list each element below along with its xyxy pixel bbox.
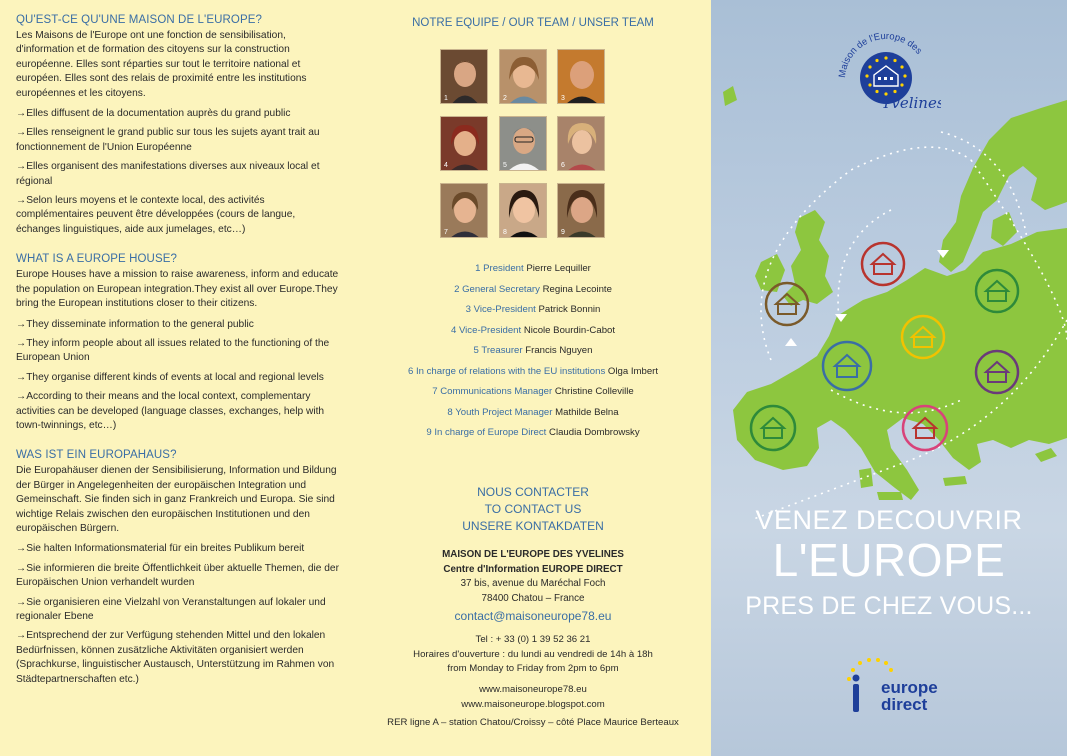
- team-photo-8: 8: [499, 183, 547, 238]
- cover-line-3: PRES DE CHEZ VOUS...: [745, 592, 1033, 620]
- intro-de: Die Europahäuser dienen der Sensibilisierung, Information und Bildung der Bürger in Angelegenheiten der europäischen Integration und Gemeinschaft. Sie finden sich in ganz Frankreich und Europa. Sie sind wichtige Relais zwischen den europäischen Institutionen und den europäischen Bürgern.: [16, 465, 337, 534]
- svg-text:Maison de l'Europe des: Maison de l'Europe des: [836, 30, 925, 79]
- house-circle-icon: [902, 316, 944, 358]
- bullet-fr-3: →Elles organisent des manifestations diverses aux niveaux local et régional: [16, 161, 320, 187]
- address-line-1: 37 bis, avenue du Maréchal Foch: [460, 578, 606, 589]
- bullet-de-4: →Entsprechend der zur Verfügung stehenden Mittel und den lokalen Bedürfnissen, können zusätzliche Aktivitäten organisiert werden (Sprachkurse, linguistischer Austausch, Unterstützung im Rahmen von Städtepartnerschaften etc.): [16, 630, 335, 685]
- team-photo-6: 6: [557, 116, 605, 171]
- bullet-de-3: →Sie organisieren eine Vielzahl von Veranstaltungen auf lokaler und regionaler Ebene: [16, 596, 326, 622]
- bullet-de-1: →Sie halten Informationsmaterial für ein breites Publikum bereit: [16, 543, 305, 555]
- contact-heading-fr: NOUS CONTACTER: [477, 485, 589, 499]
- team-contact-panel: [355, 0, 711, 756]
- hours-fr: Horaires d'ouverture : du lundi au vendredi de 14h à 18h: [413, 648, 653, 660]
- address-line-2: 78400 Chatou – France: [481, 592, 585, 604]
- house-circle-icon: [903, 406, 947, 450]
- house-circle-icon: [862, 243, 904, 285]
- phone-number: Tel : + 33 (0) 1 39 52 36 21: [475, 634, 591, 645]
- team-photo-3: 3: [557, 49, 605, 104]
- team-member: 3 Vice-President Patrick Bonnin: [465, 304, 601, 315]
- org-name: MAISON DE L'EUROPE DES YVELINES: [442, 549, 624, 560]
- website-link-2[interactable]: www.maisoneurope.blogspot.com: [461, 698, 605, 710]
- hours-en: from Monday to Friday from 2pm to 6pm: [447, 663, 619, 674]
- bullet-de-2: →Sie informieren die breite Öffentlichkeit über aktuelle Themen, die der Europäischen Union verhandelt wurden: [16, 562, 339, 589]
- contact-heading-de: UNSERE KONTAKDATEN: [462, 519, 604, 533]
- team-photo-1: 1: [440, 49, 488, 104]
- cover-line-1: VENEZ DECOUVRIR: [755, 505, 1023, 535]
- svg-text:Yvelines: Yvelines: [881, 94, 941, 110]
- team-member: 7 Communications Manager Christine Colleville: [432, 386, 634, 397]
- team-roles-list: [355, 259, 711, 444]
- section-title-en: WHAT IS A EUROPE HOUSE?: [16, 253, 177, 266]
- bullet-en-1: →They disseminate information to the general public: [16, 318, 254, 330]
- contact-heading-en: TO CONTACT US: [484, 502, 582, 516]
- house-circle-icon: [766, 283, 808, 325]
- maison-europe-logo: [831, 20, 941, 110]
- cover-line-2: L'EUROPE: [772, 534, 1006, 586]
- house-circle-icon: [976, 351, 1018, 393]
- house-circle-icon: [751, 406, 795, 450]
- europe-direct-text-1: europe: [881, 678, 938, 697]
- cover-panel: [711, 0, 1067, 756]
- team-member: 8 Youth Project Manager Mathilde Belna: [447, 406, 619, 418]
- team-member: 5 Treasurer Francis Nguyen: [473, 345, 593, 356]
- team-member: 1 President Pierre Lequiller: [475, 263, 591, 274]
- websites: [355, 683, 711, 712]
- house-circle-icon: [823, 342, 871, 390]
- intro-fr: Les Maisons de l'Europe ont une fonction de sensibilisation, d'information et de formation des citoyens sur la construction européenne. Elles sont réparties sur tout le territoire national et européen. Elles sont des relais de proximité entre les institutions européennes et les citoyens.: [16, 30, 307, 99]
- house-circles: [711, 0, 1067, 756]
- bullet-en-3: →They organise different kinds of events at local and regional levels: [16, 371, 324, 383]
- team-photo-7: 7: [440, 183, 488, 238]
- team-member: 4 Vice-President Nicole Bourdin-Cabot: [450, 324, 616, 336]
- team-member: 2 General Secretary Regina Lecointe: [454, 283, 612, 295]
- bullet-en-2: →They inform people about all issues related to the functioning of the European Union: [16, 337, 330, 364]
- info-panel: [0, 0, 355, 756]
- org-address: [355, 548, 711, 606]
- bullet-fr-4: →Selon leurs moyens et le contexte local, des activités complémentaires peuvent être développées (cours de langue, échanges linguistiques, aide aux jumelages, etc…): [16, 195, 296, 235]
- contact-email-link[interactable]: contact@maisoneurope78.eu: [454, 609, 612, 623]
- section-de: [16, 449, 339, 687]
- bullet-fr-1: →Elles diffusent de la documentation auprès du grand public: [16, 108, 291, 120]
- section-en: [16, 253, 339, 433]
- team-title: NOTRE EQUIPE / OUR TEAM / UNSER TEAM: [412, 17, 654, 29]
- team-photo-9: 9: [557, 183, 605, 238]
- section-title-de: WAS IST EIN EUROPAHAUS?: [16, 449, 177, 462]
- europe-direct-text-2: direct: [881, 695, 928, 714]
- house-circle-icon: [976, 270, 1018, 312]
- opening-hours: [355, 633, 711, 677]
- team-photo-2: 2: [499, 49, 547, 104]
- team-photo-5: 5: [499, 116, 547, 171]
- bullet-en-4: →According to their means and the local context, complementary activities can be developed (language classes, exchanges, help with town-twinnings, etc…): [16, 391, 325, 431]
- section-title-fr: QU'EST-CE QU'UNE MAISON DE L'EUROPE?: [16, 14, 262, 26]
- team-photo-4: 4: [440, 116, 488, 171]
- contact-heading: [355, 484, 711, 535]
- team-member: 9 In charge of Europe Direct Claudia Dombrowsky: [426, 427, 640, 438]
- org-subtitle: Centre d'Information EUROPE DIRECT: [443, 563, 623, 575]
- intro-en: Europe Houses have a mission to raise awareness, inform and educate the population on European integration.They exist all over Europe.They bring the European institutions closer to their citizens.: [16, 269, 339, 310]
- bullet-fr-2: →Elles renseignent le grand public sur tous les sujets ayant trait au fonctionnement de l'Union Européenne: [16, 127, 320, 153]
- team-member: 6 In charge of relations with the EU institutions Olga Imbert: [407, 365, 659, 377]
- website-link-1[interactable]: www.maisoneurope78.eu: [479, 684, 587, 695]
- section-fr: [16, 14, 339, 237]
- transport-directions: RER ligne A – station Chatou/Croissy – côté Place Maurice Berteaux: [387, 717, 679, 728]
